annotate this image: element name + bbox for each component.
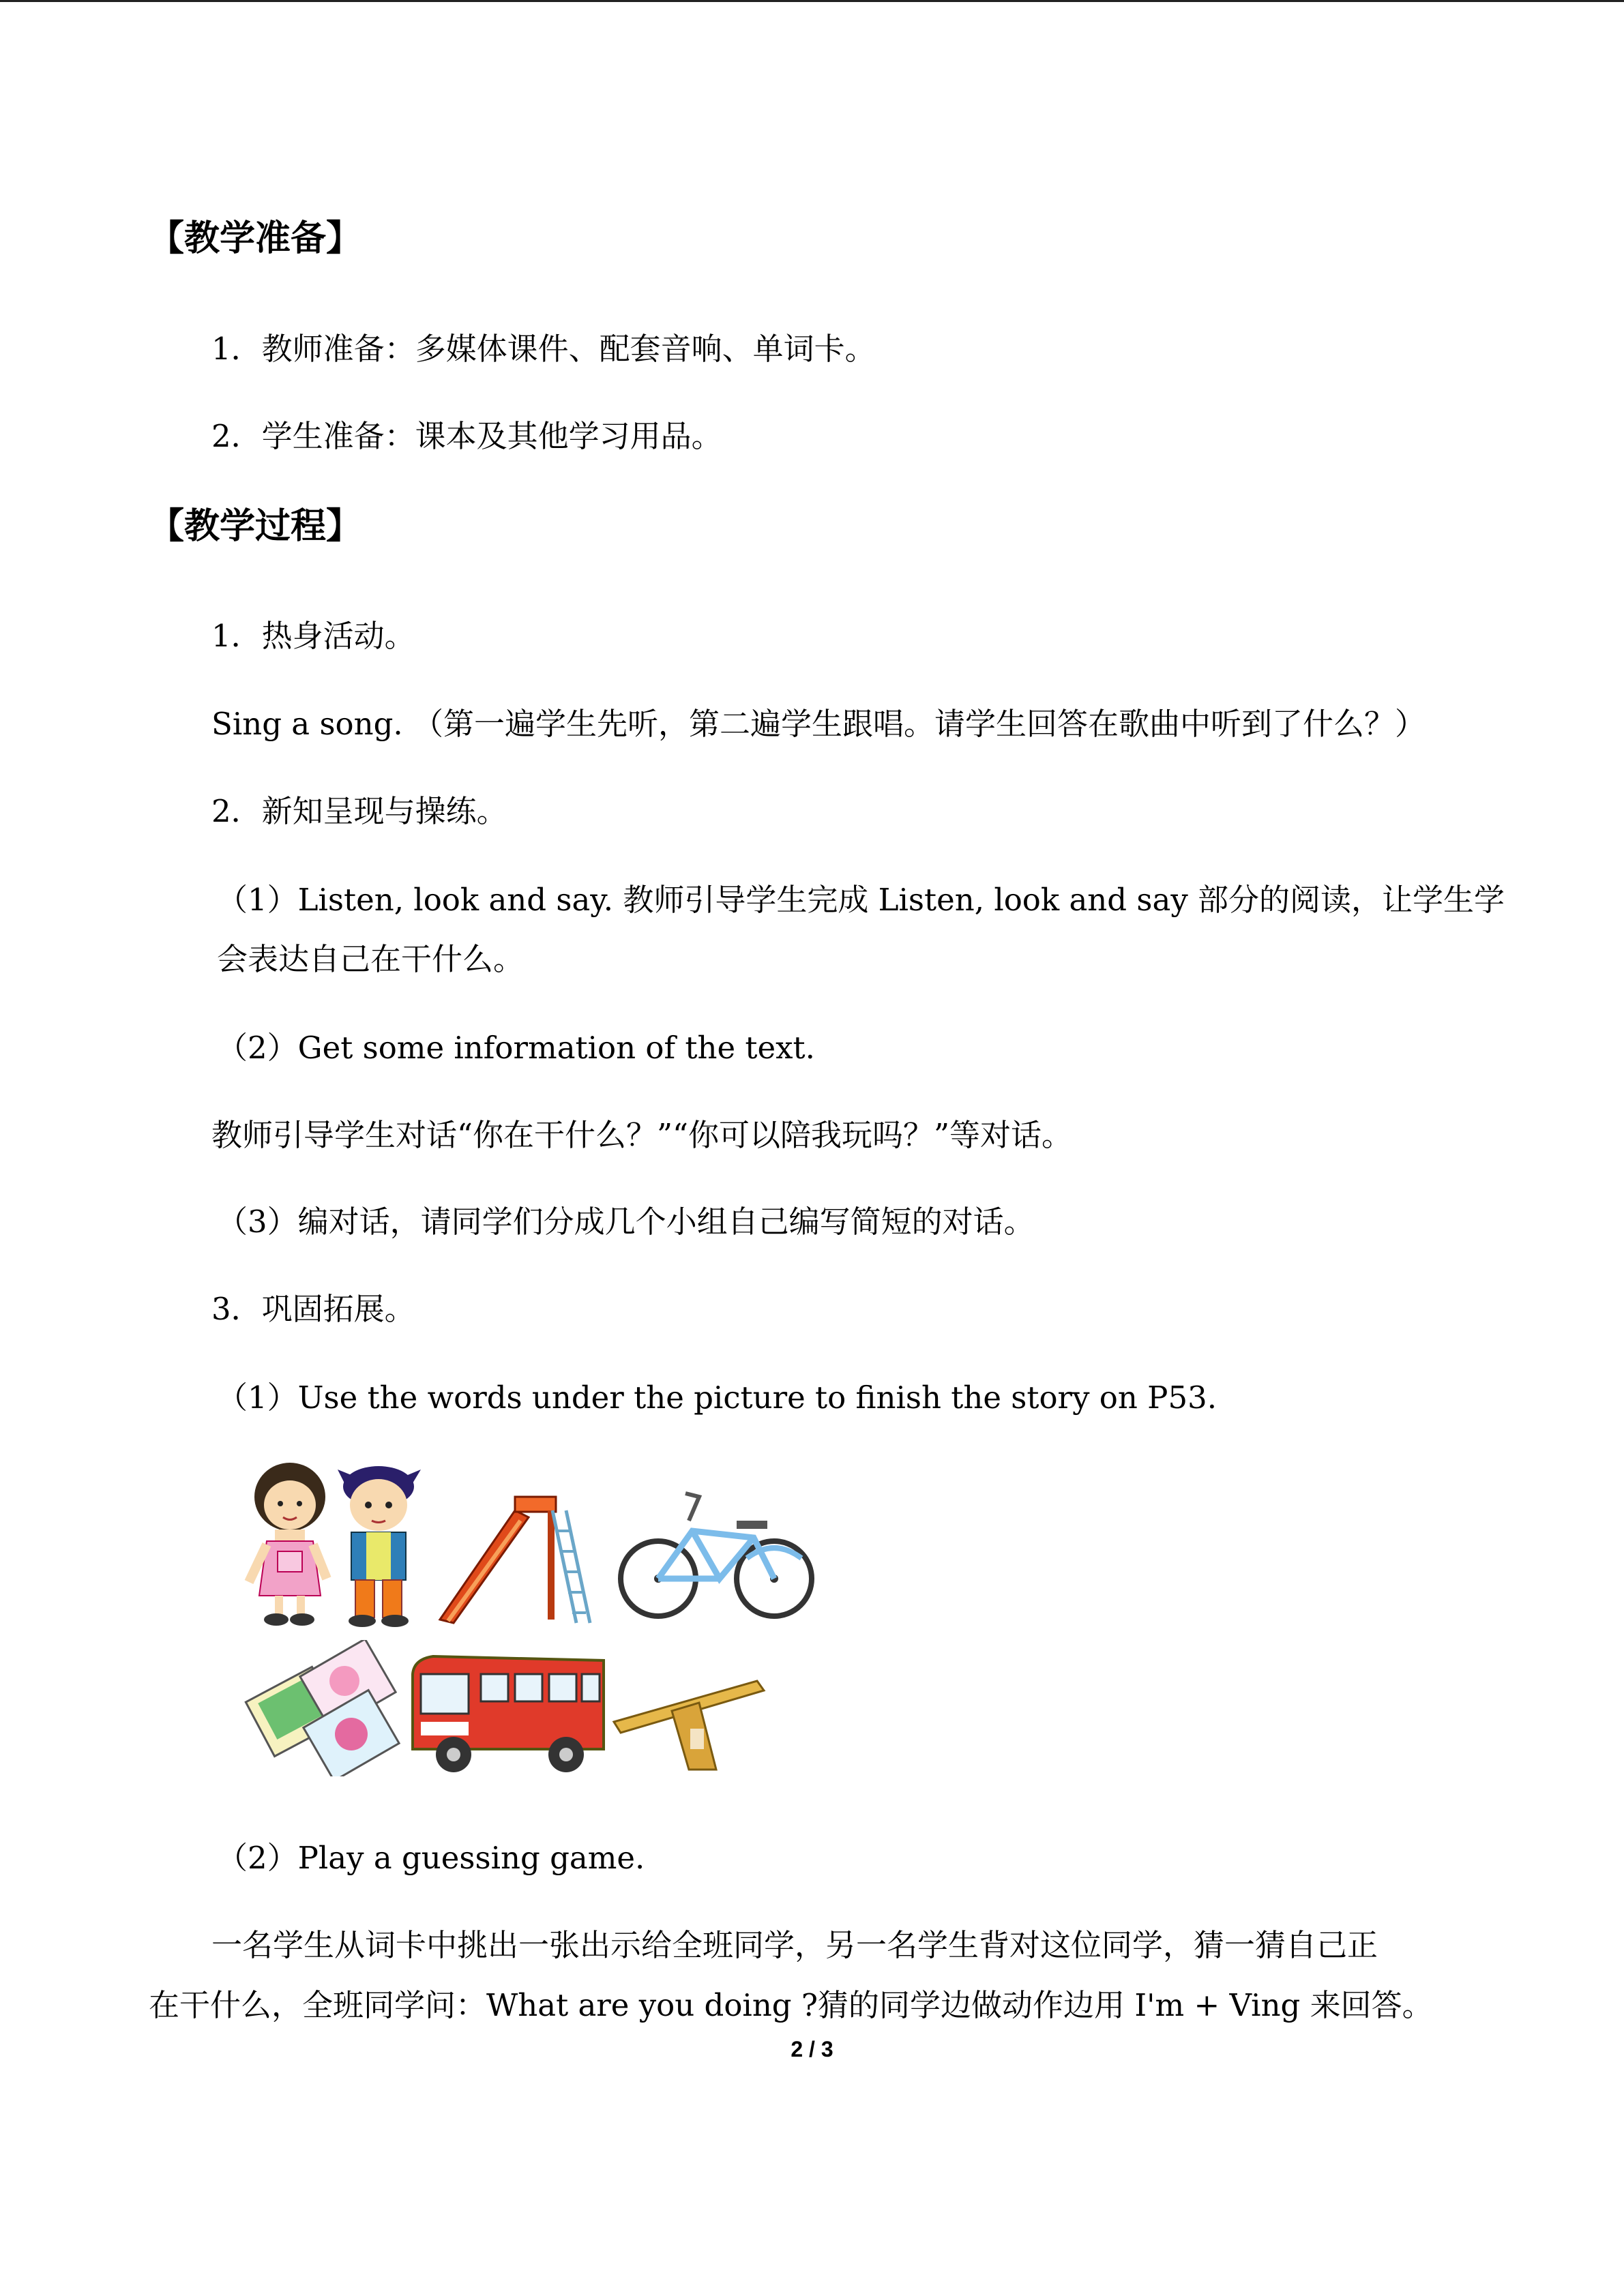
illustration-row-2 <box>242 1640 774 1776</box>
step-new-knowledge: 2．新知呈现与操练。 <box>211 793 507 829</box>
prep-item-teacher: 1．教师准备：多媒体课件、配套音响、单词卡。 <box>211 331 876 367</box>
step-warmup: 1．热身活动。 <box>211 618 415 654</box>
listen-look-say-line-2: 会表达自己在干什么。 <box>217 941 525 977</box>
listen-look-say-line-1: （1）Listen, look and say. 教师引导学生完成 Listen, look and say 部分的阅读，让学生学 <box>217 882 1505 918</box>
illustration-row-1 <box>242 1456 822 1633</box>
compose-dialogue-line: （3）编对话，请同学们分成几个小组自己编写简短的对话。 <box>217 1204 1035 1240</box>
page-number: 2 / 3 <box>791 2037 833 2061</box>
bus-illustration <box>413 1656 604 1772</box>
guessing-game-line: （2）Play a guessing game. <box>217 1840 645 1876</box>
prep-item-student: 2．学生准备：课本及其他学习用品。 <box>211 418 722 454</box>
get-information-line: （2）Get some information of the text. <box>217 1030 815 1066</box>
guessing-paragraph-line-1: 一名学生从词卡中挑出一张出示给全班同学，另一名学生背对这位同学，猜一猜自己正 <box>211 1927 1378 1963</box>
process-heading: 【教学过程】 <box>149 506 362 547</box>
seesaw-illustration <box>614 1681 764 1770</box>
page-top-border <box>0 0 1624 2</box>
boy-illustration <box>338 1466 421 1627</box>
guessing-paragraph-line-2: 在干什么，全班同学问：What are you doing ?猜的同学边做动作边用 I'm + Ving 来回答。 <box>149 1987 1433 2023</box>
girl-illustration <box>249 1463 327 1626</box>
prep-heading: 【教学准备】 <box>149 218 362 259</box>
use-words-line: （1）Use the words under the picture to finish the story on P53. <box>217 1380 1217 1416</box>
sing-a-song-line: Sing a song. （第一遍学生先听，第二遍学生跟唱。请学生回答在歌曲中听到了什么？） <box>211 706 1426 742</box>
picture-books-illustration <box>246 1640 399 1776</box>
dialogue-line: 教师引导学生对话“你在干什么？”“你可以陪我玩吗？”等对话。 <box>211 1117 1073 1153</box>
slide-illustration <box>440 1497 590 1623</box>
step-consolidate: 3．巩固拓展。 <box>211 1291 415 1327</box>
bicycle-illustration <box>621 1493 812 1616</box>
